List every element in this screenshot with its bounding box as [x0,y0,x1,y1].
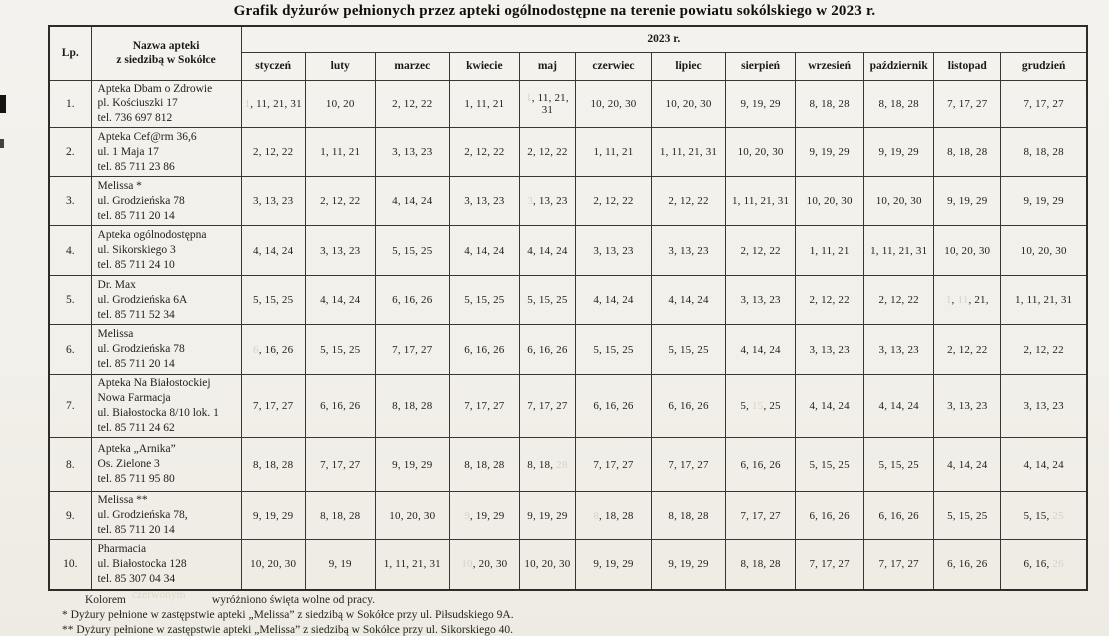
duty-days-cell: 7, 17, 27 [864,540,934,590]
duty-days-cell: 10, 20, 30 [864,177,934,226]
duty-days-cell: 4, 14, 24 [1001,438,1087,492]
header-year: 2023 r. [241,26,1087,52]
duty-days-cell: 3, 13, 23 [375,128,449,177]
pharmacy-name-line: Pharmacia [97,542,147,555]
duty-days-cell: 9, 19, 29 [575,540,651,590]
duty-days-cell: 5, 15, 25 [241,276,305,325]
duty-days-cell: 10, 20, 30 [375,492,449,540]
duty-days-cell: 5, 15, 25 [796,438,864,492]
pharmacy-name-cell [91,375,241,438]
duty-days-cell: 5, 15, 25 [1001,492,1087,540]
duty-days-cell: 4, 14, 24 [575,276,651,325]
pharmacy-name-cell [91,492,241,540]
duty-days-cell: 2, 12, 22 [241,128,305,177]
duty-days-cell: 2, 12, 22 [652,177,726,226]
duty-days-cell: 9, 19, 29 [934,177,1001,226]
legend-prefix: Kolorem [85,594,126,606]
duty-days-cell: 6, 16, 26 [726,438,796,492]
row-number-cell: 7. [49,375,91,438]
holiday-day-faint: 25 [1052,509,1064,522]
duty-days-cell: 2, 12, 22 [519,128,575,177]
pharmacy-name-cell [91,177,241,226]
duty-days-cell: 10, 20, 30 [575,80,651,128]
month-header: grudzień [1001,52,1087,80]
duty-days-cell: 5, 15, 25 [375,226,449,276]
duty-days-cell: 10, 20, 30 [449,540,519,590]
pharmacy-name-line: ul. Sikorskiego 3 [97,244,176,257]
row-number-cell: 9. [49,492,91,540]
month-header: styczeń [241,52,305,80]
month-header: lipiec [652,52,726,80]
duty-days-cell: 2, 12, 22 [305,177,375,226]
duty-days-cell: 10, 20, 30 [519,540,575,590]
duty-days-cell: 7, 17, 27 [375,325,449,375]
duty-days-cell: 2, 12, 22 [796,276,864,325]
duty-days-cell: 3, 13, 23 [652,226,726,276]
header-pharmacy-name-line2: z siedzibą w Sokółce [116,54,216,67]
holiday-day-faint: 1 [244,97,251,110]
pharmacy-name-line: Apteka Cef@rm 36,6 [97,130,197,143]
legend-line [85,588,822,608]
header-pharmacy-name [91,26,241,80]
pharmacy-name-line: Melissa [97,328,134,341]
row-number-cell: 2. [49,128,91,177]
duty-days-cell: 6, 16, 26 [375,276,449,325]
scan-artifact-mark [0,139,4,148]
duty-days-cell: 7, 17, 27 [652,438,726,492]
duty-days-cell: 3, 13, 23 [241,177,305,226]
duty-days-cell: 5, 15, 25 [305,325,375,375]
holiday-day-faint: 6 [253,343,259,356]
duty-days-cell: 5, 15, 25 [449,276,519,325]
month-header: maj [519,52,575,80]
month-header: kwiecie [449,52,519,80]
duty-days-cell: 9, 19, 29 [652,540,726,590]
holiday-day-faint: 11 [957,294,969,307]
footer-notes [62,588,822,636]
holiday-day-faint: 9 [464,509,470,522]
row-number-cell: 3. [49,177,91,226]
duty-days-cell: 8, 18, 28 [519,438,575,492]
pharmacy-name-line: tel. 85 711 20 14 [97,524,175,537]
duty-days-cell: 10, 20, 30 [1001,226,1087,276]
duty-days-cell: 3, 13, 23 [796,325,864,375]
pharmacy-name-line: ul. 1 Maja 17 [97,145,159,158]
month-header: luty [305,52,375,80]
pharmacy-name-line: tel. 85 711 95 80 [97,473,175,486]
duty-days-cell: 2, 12, 22 [375,80,449,128]
month-header: marzec [375,52,449,80]
duty-days-cell: 4, 14, 24 [519,226,575,276]
duty-days-cell: 4, 14, 24 [449,226,519,276]
month-header: listopad [934,52,1001,80]
duty-days-cell: 6, 16, 26 [652,375,726,438]
pharmacy-name-line: tel. 85 711 52 34 [97,308,175,321]
holiday-day-faint: 15 [752,400,764,413]
duty-days-cell: 8, 18, 28 [449,438,519,492]
duty-days-cell: 3, 13, 23 [726,276,796,325]
duty-days-cell: 4, 14, 24 [305,276,375,325]
holiday-day-faint: 28 [556,458,568,471]
duty-days-cell: 5, 15, 25 [726,375,796,438]
header-lp: Lp. [49,26,91,80]
table-row [49,325,1087,375]
duty-days-cell: 5, 15, 25 [575,325,651,375]
duty-days-cell: 6, 16, 26 [519,325,575,375]
duty-days-cell: 9, 19, 29 [726,80,796,128]
duty-days-cell: 8, 18, 28 [575,492,651,540]
duty-days-cell: 7, 17, 27 [241,375,305,438]
duty-days-cell: 3, 13, 23 [864,325,934,375]
pharmacy-name-line: Melissa * [97,179,142,192]
pharmacy-name-cell [91,325,241,375]
duty-days-cell: 9, 19, 29 [796,128,864,177]
pharmacy-name-line: Melissa ** [97,494,148,507]
duty-days-cell: 10, 20, 30 [934,226,1001,276]
month-header: wrzesień [796,52,864,80]
pharmacy-name-cell [91,226,241,276]
duty-days-cell: 1, 11, 21, 31 [1001,276,1087,325]
duty-days-cell: 8, 18, 28 [726,540,796,590]
duty-days-cell: 6, 16, 26 [934,540,1001,590]
pharmacy-name-line: ul. Białostocka 8/10 lok. 1 [97,407,219,420]
table-row [49,80,1087,128]
footnote-1: * Dyżury pełnione w zastępstwie apteki „Melissa” z siedzibą w Sokółce przy ul. Piłsudskiego 9A. [62,609,514,621]
duty-days-cell: 8, 18, 28 [305,492,375,540]
duty-days-cell: 4, 14, 24 [375,177,449,226]
row-number-cell: 6. [49,325,91,375]
pharmacy-name-cell [91,276,241,325]
month-header: czerwiec [575,52,651,80]
pharmacy-name-line: ul. Grodzieńska 6A [97,293,188,306]
pharmacy-name-line: pl. Kościuszki 17 [97,97,178,110]
duty-days-cell: 10, 20, 30 [796,177,864,226]
duty-days-cell: 9, 19, 29 [449,492,519,540]
pharmacy-name-line: ul. Grodzieńska 78 [97,343,185,356]
duty-days-cell: 1, 11, 21, 31 [519,80,575,128]
table-row [49,540,1087,590]
pharmacy-name-line: tel. 85 711 23 86 [97,160,175,173]
duty-days-cell: 1, 11, 21 [796,226,864,276]
duty-days-cell: 10, 20 [305,80,375,128]
header-pharmacy-name-line1: Nazwa apteki [132,39,200,52]
duty-days-cell: 6, 16, 26 [796,492,864,540]
table-row [49,276,1087,325]
duty-days-cell: 6, 16, 26 [241,325,305,375]
duty-days-cell: 1, 11, 21, 31 [652,128,726,177]
duty-days-cell: 1, 11, 21 [449,80,519,128]
duty-days-cell: 7, 17, 27 [726,492,796,540]
duty-days-cell: 2, 12, 22 [449,128,519,177]
duty-days-cell: 8, 18, 28 [375,375,449,438]
duty-days-cell: 4, 14, 24 [864,375,934,438]
duty-days-cell: 9, 19, 29 [519,492,575,540]
row-number-cell: 1. [49,80,91,128]
duty-days-cell: 2, 12, 22 [575,177,651,226]
duty-days-cell: 4, 14, 24 [796,375,864,438]
pharmacy-name-cell [91,438,241,492]
duty-days-cell: 10, 20, 30 [241,540,305,590]
pharmacy-name-line: tel. 85 711 20 14 [97,209,175,222]
duty-days-cell: 3, 13, 23 [575,226,651,276]
pharmacy-name-line: tel. 85 711 24 62 [97,422,175,435]
holiday-day-faint: 8 [593,509,600,522]
duty-days-cell: 6, 16, 26 [575,375,651,438]
pharmacy-name-line: tel. 85 711 20 14 [97,358,175,371]
row-number-cell: 5. [49,276,91,325]
duty-days-cell: 7, 17, 27 [1001,80,1087,128]
holiday-day-faint: 26 [1052,558,1064,571]
pharmacy-name-line: Apteka Dbam o Zdrowie [97,82,213,95]
duty-days-cell: 10, 20, 30 [652,80,726,128]
duty-days-cell: 6, 16, 26 [1001,540,1087,590]
duty-days-cell: 2, 12, 22 [1001,325,1087,375]
duty-days-cell: 8, 18, 28 [241,438,305,492]
duty-days-cell: 4, 14, 24 [934,438,1001,492]
legend-color-word: czerwonym [131,589,186,601]
duty-days-cell: 8, 18, 28 [796,80,864,128]
pharmacy-name-line: Apteka ogólnodostępna [97,229,207,242]
pharmacy-name-line: ul. Białostocka 128 [97,557,187,570]
row-number-cell: 10. [49,540,91,590]
pharmacy-name-cell [91,80,241,128]
duty-days-cell: 8, 18, 28 [934,128,1001,177]
duty-days-cell: 3, 13, 23 [934,375,1001,438]
page-title: Grafik dyżurów pełnionych przez apteki ogólnodostępne na terenie powiatu sokólskiego w 2023 r. [233,3,876,19]
duty-days-cell: 8, 18, 28 [1001,128,1087,177]
duty-days-cell: 1, 11, 21 [575,128,651,177]
legend-suffix: wyróżniono święta wolne od pracy. [211,594,375,606]
duty-days-cell: 9, 19 [305,540,375,590]
duty-days-cell: 7, 17, 27 [449,375,519,438]
duty-days-cell: 7, 17, 27 [519,375,575,438]
duty-days-cell: 7, 17, 27 [934,80,1001,128]
duty-days-cell: 8, 18, 28 [864,80,934,128]
pharmacy-name-cell [91,128,241,177]
duty-schedule-table [48,25,1088,591]
duty-days-cell: 3, 13, 23 [1001,375,1087,438]
table-row [49,492,1087,540]
duty-days-cell: 5, 15, 25 [652,325,726,375]
duty-days-cell: 1, 11, 21, 31 [375,540,449,590]
holiday-day-faint: 1 [945,294,952,307]
holiday-day-faint: 10 [461,558,473,571]
duty-days-cell: 1, 11, 21, 31 [864,226,934,276]
duty-days-cell: 9, 19, 29 [375,438,449,492]
pharmacy-name-line: ul. Grodzieńska 78, [97,509,188,522]
footnote-2: ** Dyżury pełnione w zastępstwie apteki „Melissa” z siedzibą w Sokółce przy ul. Sikorskiego 40. [62,624,513,636]
pharmacy-name-line: tel. 85 711 24 10 [97,259,175,272]
duty-days-cell: 3, 13, 23 [449,177,519,226]
duty-days-cell: 5, 15, 25 [934,492,1001,540]
duty-days-cell: 1, 11, 21, 31 [726,177,796,226]
table-row [49,128,1087,177]
month-header: sierpień [726,52,796,80]
row-number-cell: 4. [49,226,91,276]
duty-days-cell: 8, 18, 28 [652,492,726,540]
duty-days-cell: 10, 20, 30 [726,128,796,177]
duty-days-cell: 2, 12, 22 [726,226,796,276]
month-header: październik [864,52,934,80]
duty-days-cell: 6, 16, 26 [864,492,934,540]
pharmacy-name-line: Nowa Farmacja [97,392,171,405]
duty-days-cell: 2, 12, 22 [864,276,934,325]
holiday-day-faint: 1 [525,91,532,104]
duty-days-cell: 7, 17, 27 [575,438,651,492]
duty-days-cell: 9, 19, 29 [241,492,305,540]
duty-days-cell: 7, 17, 27 [796,540,864,590]
duty-days-cell: 7, 17, 27 [305,438,375,492]
pharmacy-name-cell [91,540,241,590]
table-row [49,226,1087,276]
duty-days-cell: 6, 16, 26 [449,325,519,375]
duty-days-cell: 1, 11, 21, 31 [241,80,305,128]
pharmacy-name-line: tel. 736 697 812 [97,112,173,125]
row-number-cell: 8. [49,438,91,492]
duty-table-body [49,80,1087,590]
duty-days-cell: 3, 13, 23 [305,226,375,276]
pharmacy-name-line: tel. 85 307 04 34 [97,572,176,585]
duty-days-cell: 4, 14, 24 [726,325,796,375]
duty-days-cell: 9, 19, 29 [1001,177,1087,226]
pharmacy-name-line: Apteka „Arnika” [97,443,176,456]
duty-days-cell: 3, 13, 23 [519,177,575,226]
duty-days-cell: 1, 11, 21, [934,276,1001,325]
table-row [49,177,1087,226]
pharmacy-name-line: ul. Grodzieńska 78 [97,194,185,207]
pharmacy-name-line: Dr. Max [97,278,136,291]
duty-days-cell: 1, 11, 21 [305,128,375,177]
table-row [49,375,1087,438]
duty-days-cell: 5, 15, 25 [864,438,934,492]
scan-artifact-mark [0,95,6,113]
duty-days-cell: 4, 14, 24 [652,276,726,325]
pharmacy-name-line: Os. Zielone 3 [97,458,160,471]
duty-days-cell: 5, 15, 25 [519,276,575,325]
table-row [49,438,1087,492]
duty-days-cell: 6, 16, 26 [305,375,375,438]
duty-days-cell: 4, 14, 24 [241,226,305,276]
holiday-day-faint: 3 [527,195,533,208]
duty-days-cell: 9, 19, 29 [864,128,934,177]
duty-days-cell: 2, 12, 22 [934,325,1001,375]
pharmacy-name-line: Apteka Na Białostockiej [97,377,211,390]
